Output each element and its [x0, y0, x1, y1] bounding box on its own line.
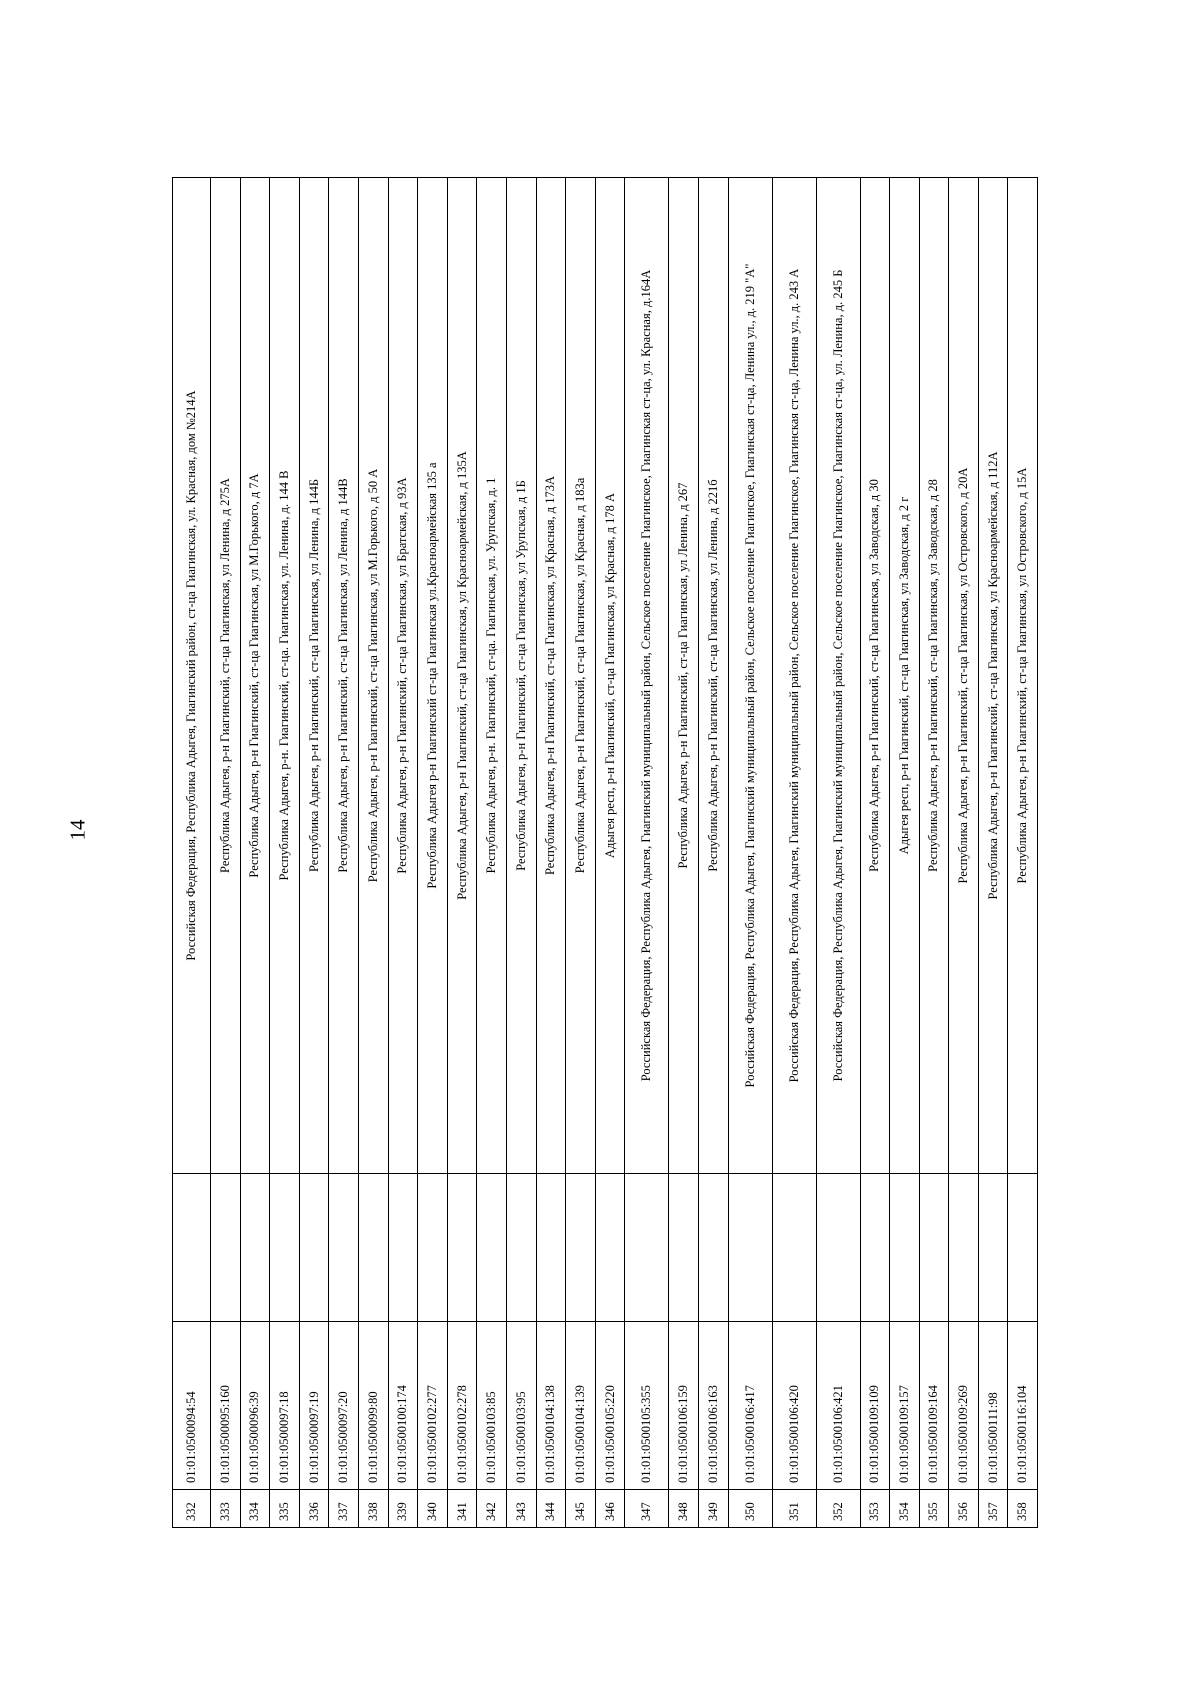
address: Республика Адыгея, р-н Гиагинский, ст-ца Гиагинская, ул Красная, д 173А	[536, 178, 566, 1174]
cadastral-number: 01:01:0500105:220	[595, 1322, 625, 1490]
address: Республика Адыгея, р-н Гиагинский, ст-ца Гиагинская, ул Ленина, д 267	[669, 178, 699, 1174]
row-number: 358	[1008, 1490, 1038, 1528]
cadastral-number: 01:01:0500095:160	[211, 1322, 241, 1490]
empty-cell	[728, 1174, 772, 1322]
table-row	[211, 178, 241, 1528]
cadastral-number: 01:01:0500100:174	[388, 1322, 418, 1490]
row-number: 356	[949, 1490, 979, 1528]
empty-cell	[595, 1174, 625, 1322]
cadastral-number: 01:01:0500102:277	[418, 1322, 448, 1490]
row-number: 355	[919, 1490, 949, 1528]
address: Республика Адыгея, р-н Гиагинский, ст-ца Гиагинская, ул Ленина, д 144Б	[299, 178, 329, 1174]
empty-cell	[358, 1174, 388, 1322]
table-row	[240, 178, 270, 1528]
table-row	[536, 178, 566, 1528]
table-row	[358, 178, 388, 1528]
row-number: 353	[860, 1490, 890, 1528]
row-number: 352	[816, 1490, 860, 1528]
cadastral-number: 01:01:0500097:18	[270, 1322, 300, 1490]
cadastral-number: 01:01:0500106:420	[772, 1322, 816, 1490]
row-number: 339	[388, 1490, 418, 1528]
address: Республика Адыгея, р-н. Гиагинский, ст-ца. Гиагинская, ул. Ленина, д. 144 В	[270, 178, 300, 1174]
table-row	[978, 178, 1008, 1528]
address: Адыгея респ, р-н Гиагинский, ст-ца Гиагинская, ул Красная, д 178 А	[595, 178, 625, 1174]
table-row	[860, 178, 890, 1528]
row-number: 344	[536, 1490, 566, 1528]
address: Республика Адыгея, р-н Гиагинский, ст-ца Гиагинская, ул Красноармейская, д 135А	[447, 178, 477, 1174]
address: Республика Адыгея, р-н Гиагинский, ст-ца Гиагинская, ул Братская, д 93А	[388, 178, 418, 1174]
cadastral-number: 01:01:0500116:104	[1008, 1322, 1038, 1490]
empty-cell	[506, 1174, 536, 1322]
cadastral-number: 01:01:0500104:139	[566, 1322, 596, 1490]
cadastral-number: 01:01:0500111:98	[978, 1322, 1008, 1490]
table-row	[772, 178, 816, 1528]
empty-cell	[890, 1174, 920, 1322]
empty-cell	[173, 1174, 211, 1322]
row-number: 336	[299, 1490, 329, 1528]
cadastral-number: 01:01:0500102:278	[447, 1322, 477, 1490]
row-number: 342	[477, 1490, 507, 1528]
empty-cell	[299, 1174, 329, 1322]
empty-cell	[772, 1174, 816, 1322]
address: Республика Адыгея, р-н Гиагинский, ст-ца Гиагинская, ул Ленина, д 144В	[329, 178, 359, 1174]
row-number: 341	[447, 1490, 477, 1528]
cadastral-number: 01:01:0500103:85	[477, 1322, 507, 1490]
address: Республика Адыгея, р-н Гиагинский, ст-ца Гиагинская, ул Заводская, д 30	[860, 178, 890, 1174]
table-row	[949, 178, 979, 1528]
address: Республика Адыгея, р-н Гиагинский, ст-ца Гиагинская, ул Красная, д 183а	[566, 178, 596, 1174]
empty-cell	[388, 1174, 418, 1322]
empty-cell	[211, 1174, 241, 1322]
row-number: 334	[240, 1490, 270, 1528]
cadastral-number: 01:01:0500097:19	[299, 1322, 329, 1490]
empty-cell	[477, 1174, 507, 1322]
table-row	[329, 178, 359, 1528]
empty-cell	[536, 1174, 566, 1322]
address: Республика Адыгея р-н Гиагинский ст-ца Гиагинская ул.Красноармейская 135 а	[418, 178, 448, 1174]
cadastral-number: 01:01:0500099:80	[358, 1322, 388, 1490]
table-row	[698, 178, 728, 1528]
page-number: 14	[65, 819, 90, 841]
empty-cell	[949, 1174, 979, 1322]
address: Республика Адыгея, р-н. Гиагинский, ст-ца. Гиагинская, ул. Урупская, д. 1	[477, 178, 507, 1174]
address: Республика Адыгея, р-н Гиагинский, ст-ца Гиагинская, ул Ленина, д 275А	[211, 178, 241, 1174]
address: Республика Адыгея, р-н Гиагинский, ст-ца Гиагинская, ул Заводская, д 28	[919, 178, 949, 1174]
row-number: 343	[506, 1490, 536, 1528]
table-row	[477, 178, 507, 1528]
row-number: 340	[418, 1490, 448, 1528]
cadastral-number: 01:01:0500106:163	[698, 1322, 728, 1490]
row-number: 333	[211, 1490, 241, 1528]
table-row	[173, 178, 211, 1528]
empty-cell	[669, 1174, 699, 1322]
empty-cell	[1008, 1174, 1038, 1322]
empty-cell	[418, 1174, 448, 1322]
table-row	[270, 178, 300, 1528]
cadastral-number: 01:01:0500106:159	[669, 1322, 699, 1490]
cadastral-number: 01:01:0500097:20	[329, 1322, 359, 1490]
cadastral-number: 01:01:0500109:157	[890, 1322, 920, 1490]
table-row	[625, 178, 669, 1528]
address: Республика Адыгея, р-н Гиагинский, ст-ца Гиагинская, ул М.Горького, д 7А	[240, 178, 270, 1174]
address: Российская Федерация, Республика Адыгея, Гиагинский район, ст-ца Гиагинская, ул. Красная, дом №214А	[173, 178, 211, 1174]
cadastral-number: 01:01:0500105:355	[625, 1322, 669, 1490]
address: Российская Федерация, Республика Адыгея, Гиагинский муниципальный район, Сельское поселение Гиагинское, Гиагинская ст-ца, ул. Ленина, д. 245 Б	[816, 178, 860, 1174]
row-number: 351	[772, 1490, 816, 1528]
row-number: 347	[625, 1490, 669, 1528]
empty-cell	[566, 1174, 596, 1322]
address: Республика Адыгея, р-н Гиагинский, ст-ца Гиагинская, ул М.Горького, д 50 А	[358, 178, 388, 1174]
table-row	[1008, 178, 1038, 1528]
table-row	[566, 178, 596, 1528]
address: Адыгея респ, р-н Гиагинский, ст-ца Гиагинская, ул Заводская, д 2 г	[890, 178, 920, 1174]
row-number: 345	[566, 1490, 596, 1528]
table-row	[919, 178, 949, 1528]
empty-cell	[447, 1174, 477, 1322]
cadastral-number: 01:01:0500106:421	[816, 1322, 860, 1490]
address: Российская Федерация, Республика Адыгея, Гиагинский муниципальный район, Сельское поселение Гиагинское, Гиагинская ст-ца, ул. Красная, д.164А	[625, 178, 669, 1174]
empty-cell	[919, 1174, 949, 1322]
table-row	[299, 178, 329, 1528]
cadastral-number: 01:01:0500106:417	[728, 1322, 772, 1490]
table-row	[418, 178, 448, 1528]
table-row	[595, 178, 625, 1528]
address: Республика Адыгея, р-н Гиагинский, ст-ца Гиагинская, ул Островского, д 20А	[949, 178, 979, 1174]
table-row	[728, 178, 772, 1528]
row-number: 350	[728, 1490, 772, 1528]
address: Российская Федерация, Республика Адыгея, Гиагинский муниципальный район, Сельское поселение Гиагинское, Гиагинская ст-ца, Ленина ул., д. 243 А	[772, 178, 816, 1174]
row-number: 348	[669, 1490, 699, 1528]
address: Российская Федерация, Республика Адыгея, Гиагинский муниципальный район, Сельское поселение Гиагинское, Гиагинская ст-ца, Ленина ул., д. 219 "А"	[728, 178, 772, 1174]
table-row	[388, 178, 418, 1528]
empty-cell	[860, 1174, 890, 1322]
empty-cell	[329, 1174, 359, 1322]
table-row	[669, 178, 699, 1528]
cadastral-number: 01:01:0500109:269	[949, 1322, 979, 1490]
row-number: 349	[698, 1490, 728, 1528]
row-number: 357	[978, 1490, 1008, 1528]
table-row	[447, 178, 477, 1528]
empty-cell	[270, 1174, 300, 1322]
table-row	[816, 178, 860, 1528]
cadastral-number: 01:01:0500109:109	[860, 1322, 890, 1490]
row-number: 338	[358, 1490, 388, 1528]
row-number: 332	[173, 1490, 211, 1528]
cadastral-table	[172, 177, 1038, 1528]
cadastral-number: 01:01:0500109:164	[919, 1322, 949, 1490]
address: Республика Адыгея, р-н Гиагинский, ст-ца Гиагинская, ул Урупская, д 1Б	[506, 178, 536, 1174]
address: Республика Адыгея, р-н Гиагинский, ст-ца Гиагинская, ул Островского, д 15А	[1008, 178, 1038, 1174]
cadastral-number: 01:01:0500103:95	[506, 1322, 536, 1490]
table-row	[506, 178, 536, 1528]
rotated-table-container	[172, 178, 1102, 1528]
empty-cell	[625, 1174, 669, 1322]
cadastral-number: 01:01:0500096:39	[240, 1322, 270, 1490]
address: Республика Адыгея, р-н Гиагинский, ст-ца Гиагинская, ул Красноармейская, д 112А	[978, 178, 1008, 1174]
address: Республика Адыгея, р-н Гиагинский, ст-ца Гиагинская, ул Ленина, д 221б	[698, 178, 728, 1174]
cadastral-number: 01:01:0500104:138	[536, 1322, 566, 1490]
empty-cell	[978, 1174, 1008, 1322]
table-row	[890, 178, 920, 1528]
empty-cell	[240, 1174, 270, 1322]
empty-cell	[698, 1174, 728, 1322]
row-number: 346	[595, 1490, 625, 1528]
row-number: 337	[329, 1490, 359, 1528]
empty-cell	[816, 1174, 860, 1322]
cadastral-number: 01:01:0500094:54	[173, 1322, 211, 1490]
row-number: 335	[270, 1490, 300, 1528]
row-number: 354	[890, 1490, 920, 1528]
table-body	[173, 178, 1038, 1528]
